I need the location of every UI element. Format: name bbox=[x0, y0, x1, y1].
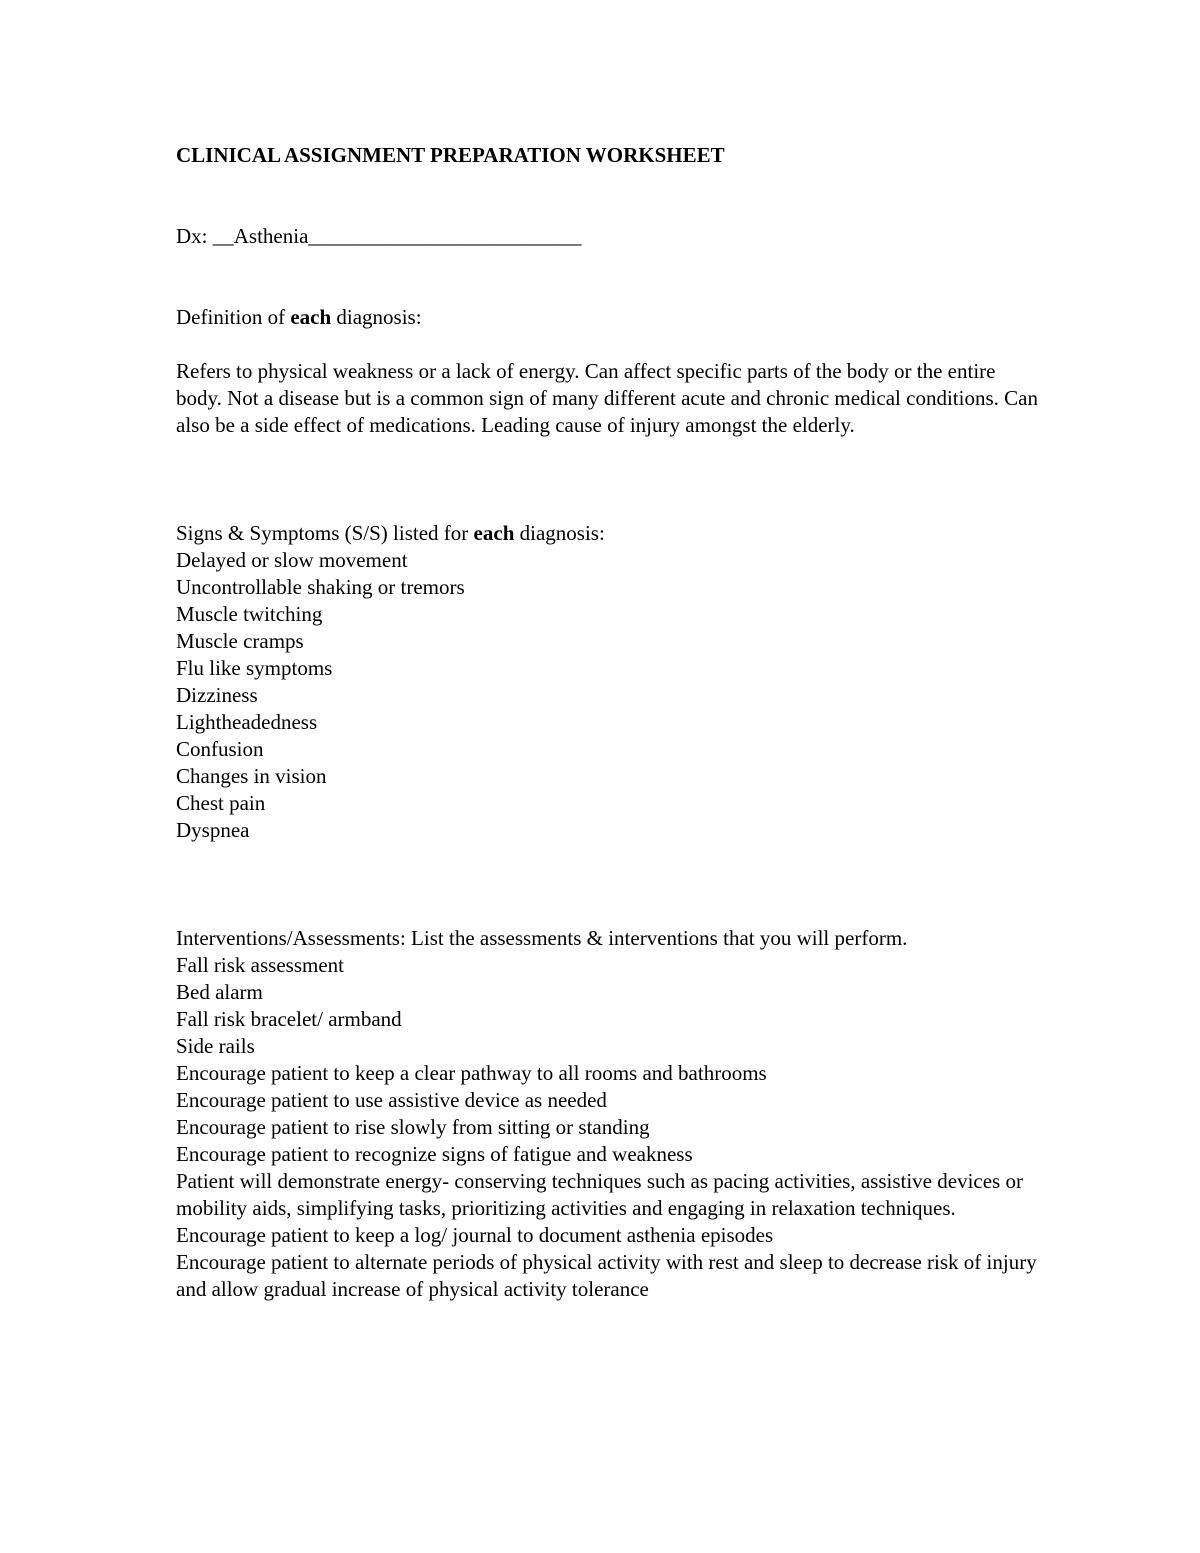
list-item: Encourage patient to keep a log/ journal to document asthenia episodes bbox=[176, 1223, 774, 1247]
list-item: Confusion bbox=[176, 737, 264, 761]
definition-label-bold: each bbox=[290, 305, 332, 329]
page-title: CLINICAL ASSIGNMENT PREPARATION WORKSHEET bbox=[176, 143, 725, 167]
list-item: Chest pain bbox=[176, 791, 266, 815]
list-item: Encourage patient to keep a clear pathway to all rooms and bathrooms bbox=[176, 1061, 767, 1085]
signs-label-after: diagnosis: bbox=[514, 521, 605, 545]
list-item: Encourage patient to use assistive device as needed bbox=[176, 1088, 607, 1112]
interventions-list bbox=[176, 952, 1046, 1303]
signs-label-before: Signs & Symptoms (S/S) listed for bbox=[176, 521, 474, 545]
dx-label: Dx: bbox=[176, 224, 213, 248]
list-item: Changes in vision bbox=[176, 764, 327, 788]
signs-label-bold: each bbox=[473, 521, 515, 545]
interventions-label: Interventions/Assessments: List the assessments & interventions that you will perform. bbox=[176, 926, 908, 950]
list-item: Muscle twitching bbox=[176, 602, 323, 626]
list-item: Patient will demonstrate energy- conserving techniques such as pacing activities, assistive devices or mobility aids, simplifying tasks, prioritizing activities and engaging in relaxation techniques. bbox=[176, 1169, 1023, 1220]
definition-label bbox=[176, 304, 1046, 331]
list-item: Uncontrollable shaking or tremors bbox=[176, 575, 465, 599]
definition-text: Refers to physical weakness or a lack of energy. Can affect specific parts of the body or the entire body. Not a disease but is a common sign of many different acute and chronic medical conditions. Can also be a side effect of medications. Leading cause of injury amongst the elderly. bbox=[176, 359, 1038, 437]
list-item: Delayed or slow movement bbox=[176, 548, 408, 572]
worksheet-page bbox=[176, 142, 1046, 1303]
list-item: Encourage patient to rise slowly from sitting or standing bbox=[176, 1115, 650, 1139]
list-item: Dizziness bbox=[176, 683, 258, 707]
dx-value: __Asthenia__________________________ bbox=[212, 224, 582, 248]
definition-label-before: Definition of bbox=[176, 305, 291, 329]
definition-label-after: diagnosis: bbox=[331, 305, 422, 329]
signs-symptoms-list bbox=[176, 547, 1046, 844]
list-item: Fall risk bracelet/ armband bbox=[176, 1007, 402, 1031]
signs-symptoms-label bbox=[176, 520, 1046, 547]
list-item: Flu like symptoms bbox=[176, 656, 333, 680]
list-item: Bed alarm bbox=[176, 980, 263, 1004]
dx-line bbox=[176, 223, 1046, 250]
list-item: Side rails bbox=[176, 1034, 255, 1058]
list-item: Fall risk assessment bbox=[176, 953, 344, 977]
list-item: Dyspnea bbox=[176, 818, 250, 842]
list-item: Muscle cramps bbox=[176, 629, 304, 653]
list-item: Encourage patient to alternate periods of physical activity with rest and sleep to decrease risk of injury and allow gradual increase of physical activity tolerance bbox=[176, 1250, 1037, 1301]
list-item: Encourage patient to recognize signs of fatigue and weakness bbox=[176, 1142, 693, 1166]
list-item: Lightheadedness bbox=[176, 710, 318, 734]
